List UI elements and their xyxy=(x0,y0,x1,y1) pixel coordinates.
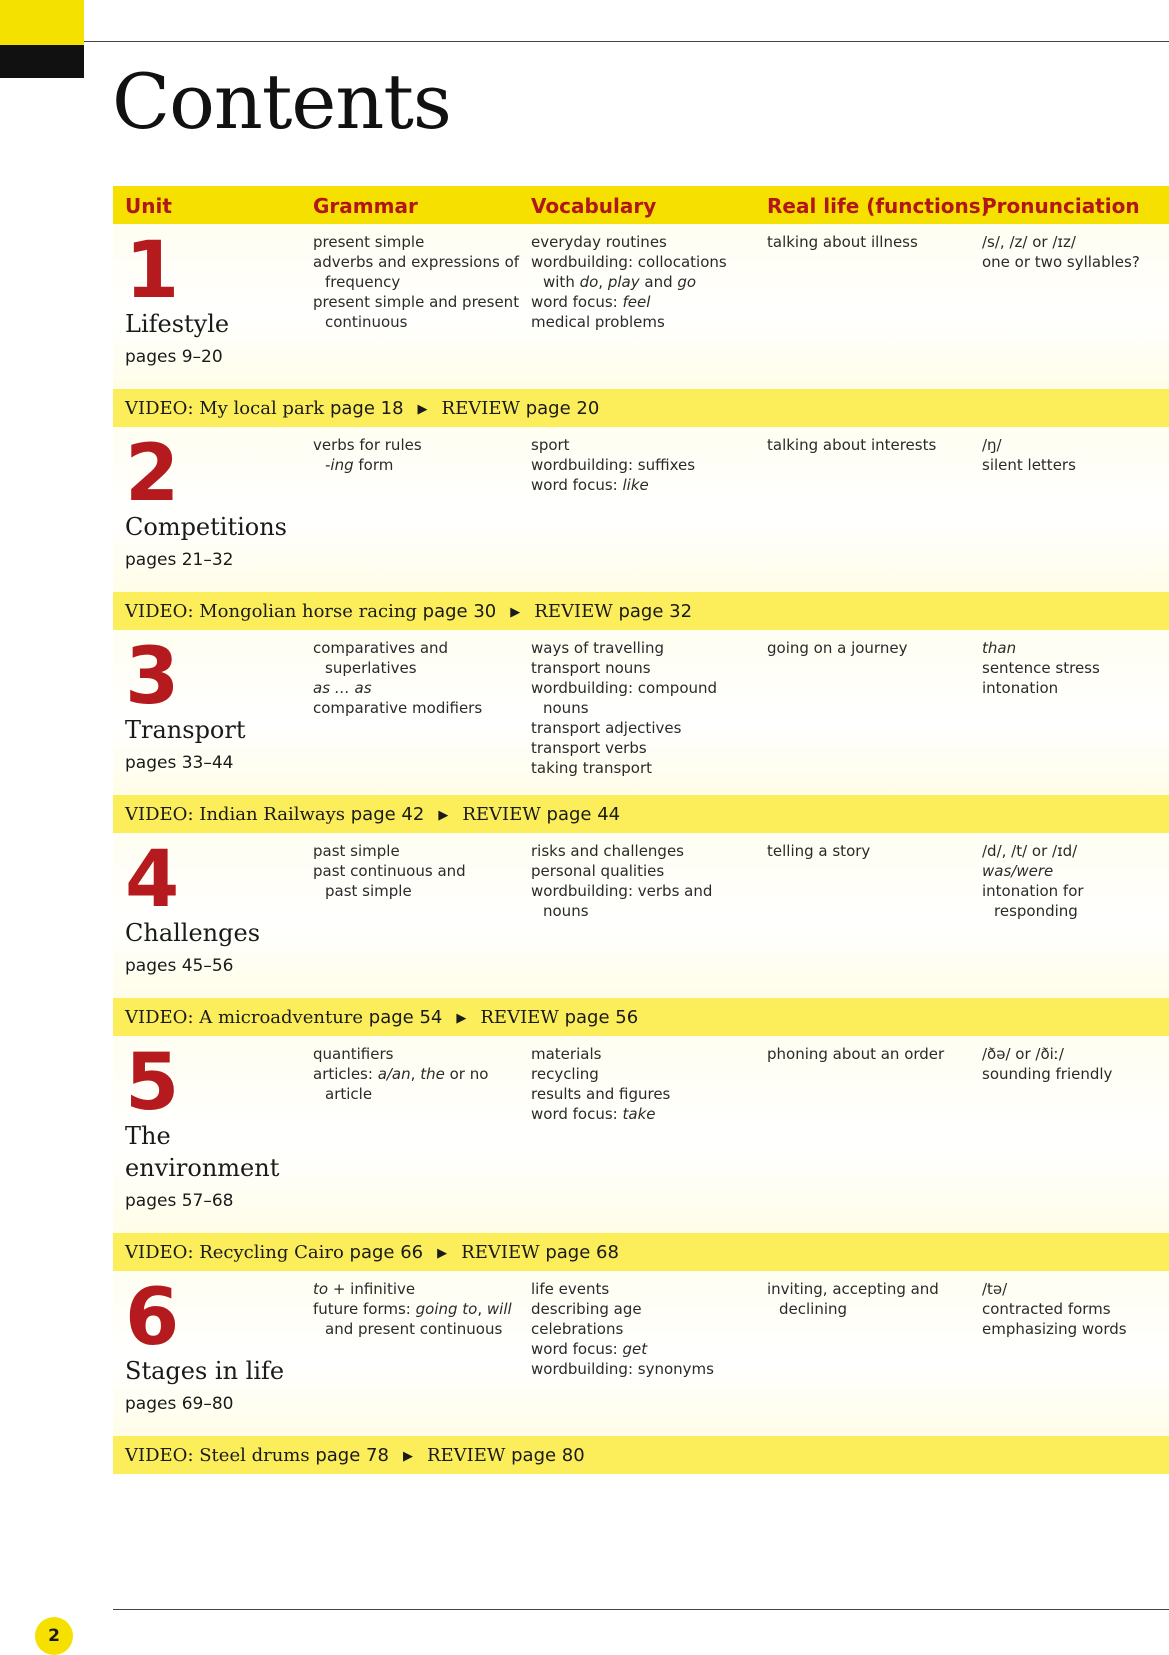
cell-line: article xyxy=(325,1085,373,1103)
cell-line: celebrations xyxy=(531,1320,624,1338)
cell-line: nouns xyxy=(543,699,589,717)
real-life-cell xyxy=(767,1044,977,1064)
cell-line: /s/, /z/ or /ɪz/ xyxy=(982,233,1076,251)
video-page: page 66 xyxy=(349,1242,424,1263)
cell-line: comparatives and xyxy=(313,639,449,657)
cell-line: present simple xyxy=(313,233,425,251)
triangle-icon: ▶ xyxy=(402,1449,413,1464)
triangle-icon: ▶ xyxy=(438,808,449,823)
cell-line: word focus: take xyxy=(531,1105,656,1123)
cell-line: phoning about an order xyxy=(767,1045,945,1063)
cell-line: intonation xyxy=(982,679,1059,697)
review-label: REVIEW xyxy=(426,1445,506,1466)
triangle-icon: ▶ xyxy=(510,605,521,620)
grammar-cell xyxy=(313,435,523,475)
cell-line: word focus: get xyxy=(531,1340,648,1358)
review-label: REVIEW xyxy=(462,804,541,825)
cell-line: past continuous and xyxy=(313,862,466,880)
grammar-cell xyxy=(313,1044,523,1104)
cell-line: adverbs and expressions of xyxy=(313,253,520,271)
header-grammar: Grammar xyxy=(313,194,418,218)
cell-line: than xyxy=(982,639,1017,657)
video-review-band xyxy=(113,1233,1169,1271)
cell-line: sentence stress xyxy=(982,659,1100,677)
contents-table xyxy=(113,186,1169,1474)
review-label: REVIEW xyxy=(441,398,520,419)
video-title: VIDEO: Indian Railways xyxy=(125,804,346,825)
cell-line: wordbuilding: collocations xyxy=(531,253,727,271)
review-page: page 44 xyxy=(546,804,621,825)
header-real-life: Real life (functions) xyxy=(767,194,990,218)
vocabulary-cell xyxy=(531,638,761,778)
bottom-rule xyxy=(113,1609,1169,1610)
cell-line: wordbuilding: suffixes xyxy=(531,456,696,474)
review-page: page 68 xyxy=(545,1242,619,1263)
header-vocabulary: Vocabulary xyxy=(531,194,657,218)
unit-title: Competitions xyxy=(125,513,287,541)
triangle-icon: ▶ xyxy=(437,1246,448,1261)
unit-pages: pages 69–80 xyxy=(125,1394,234,1414)
cell-line: /ŋ/ xyxy=(982,436,1002,454)
video-title: VIDEO: A microadventure xyxy=(125,1007,364,1028)
cell-line: as … as xyxy=(313,679,372,697)
cell-line: results and figures xyxy=(531,1085,671,1103)
unit-title: Challenges xyxy=(125,919,261,947)
real-life-cell xyxy=(767,638,977,658)
triangle-icon: ▶ xyxy=(456,1011,467,1026)
real-life-cell xyxy=(767,435,977,455)
review-label: REVIEW xyxy=(534,601,613,622)
vocabulary-cell xyxy=(531,1044,761,1124)
cell-line: medical problems xyxy=(531,313,665,331)
video-review-band xyxy=(113,1436,1169,1474)
cell-line: future forms: going to, will xyxy=(313,1300,512,1318)
cell-line: telling a story xyxy=(767,842,871,860)
video-page: page 18 xyxy=(329,398,404,419)
cell-line: past simple xyxy=(325,882,412,900)
cell-line: everyday routines xyxy=(531,233,667,251)
cell-line: verbs for rules xyxy=(313,436,422,454)
cell-line: word focus: feel xyxy=(531,293,651,311)
unit-row xyxy=(113,1271,1169,1436)
cell-line: was/were xyxy=(982,862,1054,880)
table-header xyxy=(113,186,1169,224)
cell-line: sport xyxy=(531,436,570,454)
pronunciation-cell xyxy=(982,1279,1169,1339)
cell-line: inviting, accepting and xyxy=(767,1280,939,1298)
unit-pages: pages 33–44 xyxy=(125,753,234,773)
cell-line: risks and challenges xyxy=(531,842,684,860)
corner-tab-black xyxy=(0,45,84,78)
unit-row xyxy=(113,630,1169,795)
corner-tab-yellow xyxy=(0,0,84,45)
cell-line: wordbuilding: compound xyxy=(531,679,718,697)
unit-number: 4 xyxy=(125,835,180,925)
vocabulary-cell xyxy=(531,1279,761,1379)
unit-number: 2 xyxy=(125,429,180,519)
unit-pages: pages 45–56 xyxy=(125,956,234,976)
video-title: VIDEO: Recycling Cairo xyxy=(125,1242,344,1263)
pronunciation-cell xyxy=(982,841,1169,921)
unit-pages: pages 9–20 xyxy=(125,347,223,367)
real-life-cell xyxy=(767,1279,977,1319)
pronunciation-cell xyxy=(982,638,1169,698)
cell-line: nouns xyxy=(543,902,589,920)
unit-number: 5 xyxy=(125,1038,180,1128)
top-rule xyxy=(84,41,1169,42)
cell-line: going on a journey xyxy=(767,639,908,657)
video-page: page 78 xyxy=(315,1445,389,1466)
cell-line: transport verbs xyxy=(531,739,647,757)
unit-row xyxy=(113,833,1169,998)
cell-line: life events xyxy=(531,1280,610,1298)
real-life-cell xyxy=(767,232,977,252)
cell-line: declining xyxy=(779,1300,848,1318)
cell-line: intonation for xyxy=(982,882,1084,900)
unit-title: The environment xyxy=(125,1122,280,1182)
unit-row xyxy=(113,427,1169,592)
cell-line: silent letters xyxy=(982,456,1076,474)
video-title: VIDEO: Steel drums xyxy=(125,1445,310,1466)
cell-line: present simple and present xyxy=(313,293,520,311)
review-label: REVIEW xyxy=(461,1242,540,1263)
units-list xyxy=(113,224,1169,1474)
pronunciation-cell xyxy=(982,435,1169,475)
cell-line: taking transport xyxy=(531,759,653,777)
triangle-icon: ▶ xyxy=(417,402,428,417)
cell-line: sounding friendly xyxy=(982,1065,1113,1083)
review-page: page 80 xyxy=(511,1445,585,1466)
cell-line: comparative modifiers xyxy=(313,699,483,717)
video-review-band xyxy=(113,389,1169,427)
pronunciation-cell xyxy=(982,1044,1169,1084)
unit-pages: pages 57–68 xyxy=(125,1191,234,1211)
unit-row xyxy=(113,1036,1169,1233)
cell-line: responding xyxy=(994,902,1078,920)
unit-number: 3 xyxy=(125,632,180,722)
cell-line: transport adjectives xyxy=(531,719,682,737)
cell-line: emphasizing words xyxy=(982,1320,1127,1338)
cell-line: word focus: like xyxy=(531,476,649,494)
pronunciation-cell xyxy=(982,232,1169,272)
video-review-band xyxy=(113,795,1169,833)
cell-line: superlatives xyxy=(325,659,417,677)
cell-line: one or two syllables? xyxy=(982,253,1140,271)
cell-line: /tə/ xyxy=(982,1280,1008,1298)
cell-line: contracted forms xyxy=(982,1300,1111,1318)
cell-line: quantifiers xyxy=(313,1045,394,1063)
cell-line: frequency xyxy=(325,273,401,291)
cell-line: transport nouns xyxy=(531,659,651,677)
cell-line: -ing form xyxy=(325,456,394,474)
video-title: VIDEO: My local park xyxy=(125,398,325,419)
vocabulary-cell xyxy=(531,841,761,921)
real-life-cell xyxy=(767,841,977,861)
cell-line: articles: a/an, the or no xyxy=(313,1065,489,1083)
review-label: REVIEW xyxy=(480,1007,559,1028)
cell-line: talking about interests xyxy=(767,436,937,454)
cell-line: /ðə/ or /ðiː/ xyxy=(982,1045,1064,1063)
cell-line: recycling xyxy=(531,1065,599,1083)
review-page: page 32 xyxy=(618,601,693,622)
header-pronunciation: Pronunciation xyxy=(982,194,1140,218)
review-page: page 20 xyxy=(525,398,600,419)
grammar-cell xyxy=(313,232,523,332)
cell-line: /d/, /t/ or /ɪd/ xyxy=(982,842,1078,860)
cell-line: and present continuous xyxy=(325,1320,503,1338)
unit-title: Lifestyle xyxy=(125,310,230,338)
cell-line: wordbuilding: synonyms xyxy=(531,1360,714,1378)
cell-line: continuous xyxy=(325,313,408,331)
unit-pages: pages 21–32 xyxy=(125,550,234,570)
cell-line: ways of travelling xyxy=(531,639,665,657)
grammar-cell xyxy=(313,638,523,718)
unit-title: Stages in life xyxy=(125,1357,285,1385)
cell-line: describing age xyxy=(531,1300,642,1318)
unit-number: 1 xyxy=(125,226,180,316)
page-title: Contents xyxy=(112,57,451,146)
video-title: VIDEO: Mongolian horse racing xyxy=(125,601,417,622)
cell-line: materials xyxy=(531,1045,602,1063)
video-page: page 42 xyxy=(350,804,425,825)
grammar-cell xyxy=(313,1279,523,1339)
page-number: 2 xyxy=(35,1617,73,1655)
cell-line: talking about illness xyxy=(767,233,918,251)
video-review-band xyxy=(113,592,1169,630)
unit-row xyxy=(113,224,1169,389)
grammar-cell xyxy=(313,841,523,901)
cell-line: past simple xyxy=(313,842,400,860)
cell-line: with do, play and go xyxy=(543,273,697,291)
vocabulary-cell xyxy=(531,435,761,495)
video-page: page 54 xyxy=(368,1007,443,1028)
unit-number: 6 xyxy=(125,1273,180,1363)
vocabulary-cell xyxy=(531,232,761,332)
header-unit: Unit xyxy=(125,194,172,218)
unit-title: Transport xyxy=(125,716,246,744)
cell-line: to + infinitive xyxy=(313,1280,416,1298)
cell-line: wordbuilding: verbs and xyxy=(531,882,713,900)
video-page: page 30 xyxy=(422,601,497,622)
review-page: page 56 xyxy=(564,1007,639,1028)
cell-line: personal qualities xyxy=(531,862,665,880)
video-review-band xyxy=(113,998,1169,1036)
